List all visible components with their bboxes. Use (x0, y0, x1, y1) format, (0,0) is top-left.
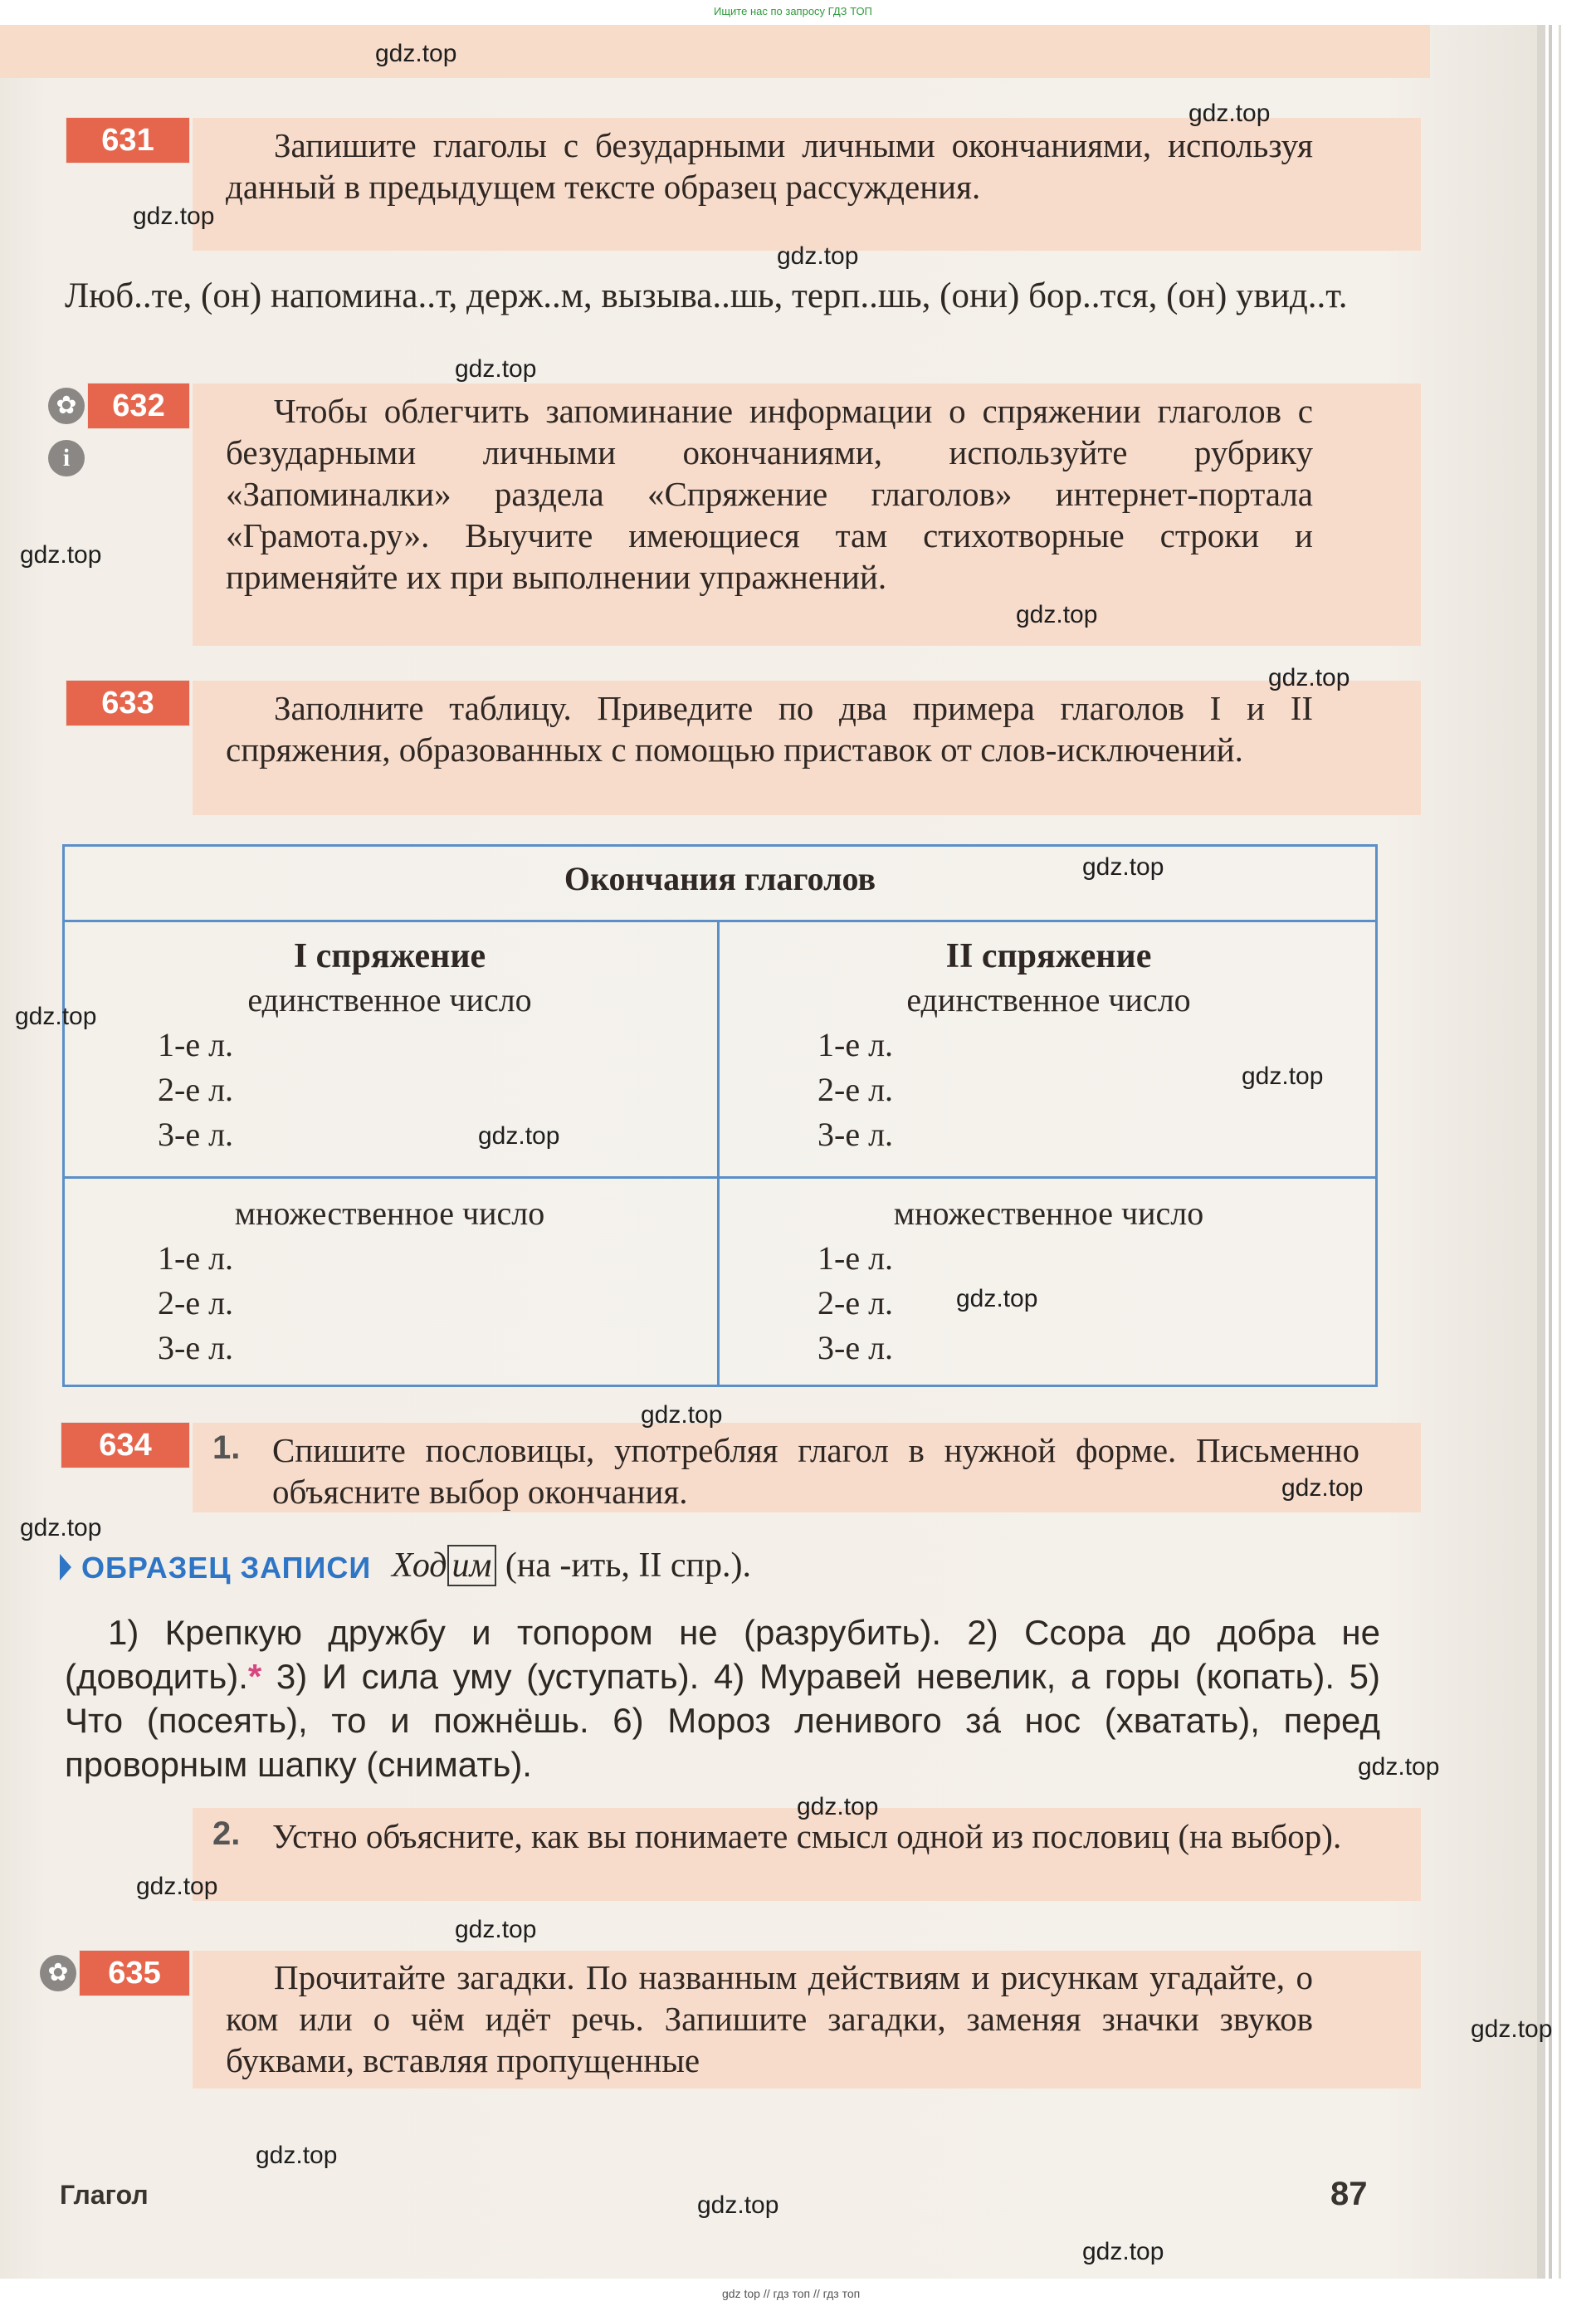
watermark: gdz.top (20, 541, 102, 569)
exercise-task-632: Чтобы облегчить запоминание информации о спряжении глаголов с безударными личными окончаниями, используйте рубрику «Запоминалки» раздела «Спряжение глаголов» интернет-портала «Грамота.ру». Выучите имеющиеся там стихотворные строки и применяйте их при выполнении упражнений. (226, 392, 1313, 596)
exercise-number-632: 632 (88, 384, 189, 428)
table-line (62, 1176, 1378, 1179)
column-head-2: II спряжение (945, 937, 1152, 975)
watermark: gdz.top (375, 40, 457, 67)
exercise-number-631: 631 (66, 118, 189, 163)
person-3-sg-c1: 3-е л. (158, 1116, 234, 1153)
endings-table (62, 844, 1378, 1387)
top-note: Ищите нас по запросу ГДЗ ТОП (714, 5, 872, 17)
singular-label-1: единственное число (247, 981, 532, 1019)
page-edge (1559, 25, 1561, 2279)
watermark: gdz.top (478, 1122, 560, 1150)
sample-stem: Ход (392, 1546, 447, 1585)
sample-ending: им (447, 1545, 497, 1586)
exercise-task-633: Заполните таблицу. Приведите по два примера глаголов I и II спряжения, образованных с помощью приставок от слов-исключений. (226, 689, 1313, 769)
exercise-number-633: 633 (66, 681, 189, 726)
page-number: 87 (1330, 2176, 1368, 2212)
watermark: gdz.top (136, 1873, 218, 1900)
star-mark: * (247, 1657, 262, 1696)
exercise-task-634-step2: Устно объясните, как вы понимаете смысл одной из пословиц (на выбор). (272, 1817, 1342, 1855)
person-2-pl-c1: 2-е л. (158, 1284, 234, 1322)
watermark: gdz.top (1016, 601, 1098, 628)
watermark: gdz.top (1281, 1474, 1364, 1502)
person-1-pl-c2: 1-е л. (818, 1239, 894, 1277)
watermark: gdz.top (1188, 100, 1271, 127)
step-number-2: 2. (212, 1815, 241, 1852)
proverbs-part-a: 1) Крепкую дружбу и топором не (разрубить). 2) Ссора до добра не (доводить). (65, 1613, 1380, 1696)
watermark: gdz.top (256, 2142, 338, 2169)
plural-label-1: множественное число (234, 1195, 545, 1232)
watermark: gdz.top (15, 1003, 97, 1030)
watermark: gdz.top (956, 1285, 1038, 1312)
sample-rest: (на -ить, II спр.). (505, 1546, 751, 1585)
person-3-sg-c2: 3-е л. (818, 1116, 894, 1153)
proverbs-part-b: 3) И сила уму (уступать). 4) Муравей невелик, а горы (копать). 5) Что (посеять), то и пожнёшь. 6) Мороз ленивого за́ нос (хватать), перед проворным шапку (снимать). (65, 1657, 1380, 1784)
person-2-sg-c2: 2-е л. (818, 1071, 894, 1108)
plural-label-2: множественное число (893, 1195, 1204, 1232)
exercise-task-635: Прочитайте загадки. По названным действиям и рисункам угадайте, о ком или о чём идёт речь. Запишите загадки, заменяя значки звуков буквами, вставляя пропущенные (226, 1958, 1313, 2079)
table-line (62, 920, 1378, 922)
exercise-number-634: 634 (61, 1423, 189, 1468)
page-edge (1537, 25, 1545, 2279)
person-3-pl-c2: 3-е л. (818, 1329, 894, 1366)
proverbs-text (65, 1610, 1380, 1786)
watermark: gdz.top (1082, 853, 1164, 881)
cloud-icon: ✿ (48, 388, 85, 424)
bottom-note: gdz top // гдз топ // гдз топ (722, 2287, 861, 2300)
top-band (0, 25, 1430, 78)
person-3-pl-c1: 3-е л. (158, 1329, 234, 1366)
watermark: gdz.top (777, 242, 859, 270)
singular-label-2: единственное число (906, 981, 1191, 1019)
exercise-task-631: Запишите глаголы с безударными личными окончаниями, используя данный в предыдущем тексте образец рассуждения. (226, 126, 1313, 206)
watermark: gdz.top (1471, 2015, 1553, 2043)
table-title: Окончания глаголов (564, 860, 876, 897)
watermark: gdz.top (455, 1916, 537, 1943)
person-1-sg-c1: 1-е л. (158, 1026, 234, 1063)
person-1-pl-c1: 1-е л. (158, 1239, 234, 1277)
watermark: gdz.top (1358, 1753, 1440, 1781)
info-icon: i (48, 440, 85, 476)
watermark: gdz.top (133, 203, 215, 230)
sample-arrow-icon (60, 1554, 71, 1580)
step-number-1: 1. (212, 1429, 241, 1466)
watermark: gdz.top (797, 1793, 879, 1820)
column-head-1: I спряжение (293, 937, 486, 975)
watermark: gdz.top (1268, 664, 1350, 691)
watermark: gdz.top (20, 1514, 102, 1541)
section-title: Глагол (60, 2180, 149, 2210)
watermark: gdz.top (1082, 2238, 1164, 2265)
exercise-text-631: Люб..те, (он) напомина..т, держ..м, вызыва..шь, терп..шь, (они) бор..тся, (он) увид..т. (65, 276, 1348, 315)
person-2-sg-c1: 2-е л. (158, 1071, 234, 1108)
sample-entry (392, 1544, 751, 1587)
watermark: gdz.top (1242, 1063, 1324, 1090)
person-1-sg-c2: 1-е л. (818, 1026, 894, 1063)
watermark: gdz.top (697, 2191, 779, 2219)
watermark: gdz.top (455, 355, 537, 383)
watermark: gdz.top (641, 1401, 723, 1429)
person-2-pl-c2: 2-е л. (818, 1284, 894, 1322)
sample-label: ОБРАЗЕЦ ЗАПИСИ (81, 1551, 372, 1585)
exercise-number-635: 635 (80, 1951, 189, 1996)
page-edge (1549, 25, 1552, 2279)
exercise-task-634-step1: Спишите пословицы, употребляя глагол в нужной форме. Письменно объясните выбор окончания. (272, 1431, 1359, 1511)
cloud-icon: ✿ (40, 1955, 76, 1991)
